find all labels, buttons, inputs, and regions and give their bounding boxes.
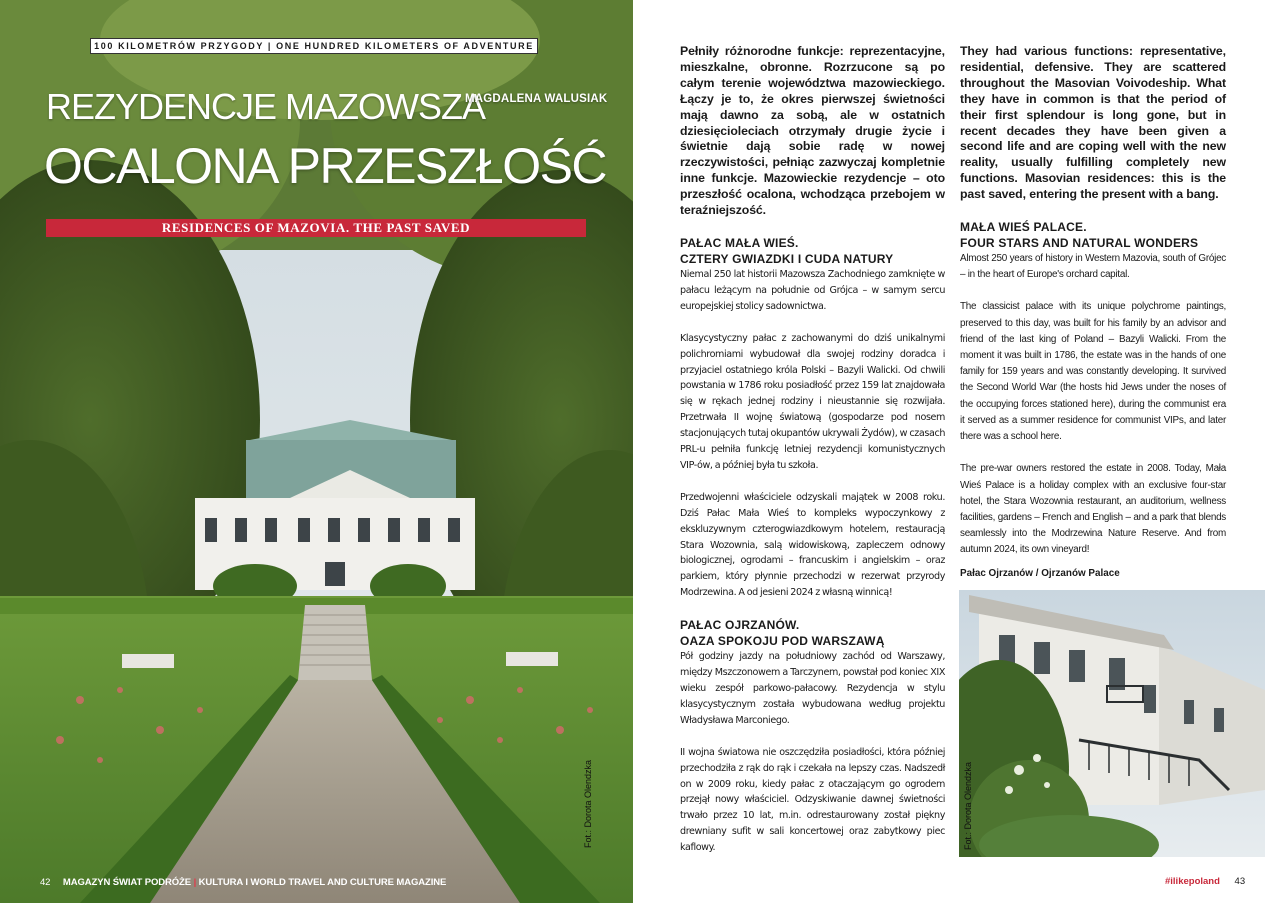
body-paragraph: Almost 250 years of history in Western Mazovia, south of Grójec – in the heart of Europe's orchard capital. [960,253,1226,281]
body-paragraph: Niemal 250 lat historii Mazowsza Zachodniego zamknięte w pałacu leżącym na południe od Grójca – w samym sercu europejskiej stolicy sadownictwa. [680,268,945,312]
article-title-line2: OCALONA PRZESZŁOŚĆ [44,138,607,194]
magazine-name: MAGAZYN ŚWIAT PODRÓŻE [62,877,192,888]
section-heading-line1: MAŁA WIEŚ PALACE. [960,220,1087,235]
magazine-name-en: KULTURA I WORLD TRAVEL AND CULTURE MAGAZINE [198,877,447,888]
body-paragraph: Klasycystyczny pałac z zachowanymi do dziś unikalnymi polichromiami wybudował dla swojej rodziny doradca i przyjaciel ostatniego króla Polski – Bazyli Walicki. Od chwili powstania w 1786 roku posiadłość przez 159 lat znajdowała się w rękach jednej rodziny i nieustannie się rozwijała. Przetrwała II wojnę światową (gospodarze pod nosem stacjonujących tutaj okupantów ukrywali Żydów), w czasach PRL-u pełniła funkcję letniej rezydencji komunistycznych VIP-ów, a później była tu szkoła. [680,332,945,471]
footer-right [1165,876,1245,887]
photo-credit: Fot.: Dorota Olendzka [963,761,973,850]
lead-paragraph: Pełniły różnorodne funkcje: reprezentacyjne, mieszkalne, obronne. Rozrzucone są po całym terenie województwa mazowieckiego. Łączy je to, że okres pierwszej świetności mają dawno za sobą, ale w ostatnich dziesięcioleciach otrzymały drugie życie i świetnie dają sobie radę w nowej rzeczywistości, pełniąc zazwyczaj kompletnie inne funkcje. Mazowieckie rezydencje – oto przeszłość ocalona, wchodząca przebojem w teraźniejszość. [680,44,945,218]
photo-caption: Pałac Ojrzanów / Ojrzanów Palace [960,567,1120,579]
body-paragraph: Pół godziny jazdy na południowy zachód od Warszawy, między Mszczonowem a Tarczynem, powstał pod koniec XIX wieku zespół parkowo-pałacowy. Rezydencja w stylu klasycystycznym została wybudowana według projektu Władysława Marconiego. [680,651,945,726]
body-paragraph: Przedwojenni właściciele odzyskali majątek w 2008 roku. Dziś Pałac Mała Wieś to kompleks wypoczynkowy z ekskluzywnym czterogwiazdkowym hotelem, restauracją Stara Wozownia, salą widowiskową, zapleczem odnowy biologicznej, ogrodami – francuskim i angielskim – oraz parkiem, który płynnie przechodzi w rezerwat przyrody Modrzewina. A od jesieni 2024 z własną winnicą! [680,491,945,599]
footer-left [40,877,446,888]
author-name: MAGDALENA WALUSIAK [465,93,608,105]
ojrzanow-palace-image [959,590,1265,857]
column-polish [680,44,945,856]
section-heading [960,219,1226,251]
series-banner: 100 KILOMETRÓW PRZYGODY | ONE HUNDRED KILOMETERS OF ADVENTURE [90,38,538,54]
section-heading [680,617,945,649]
section-heading-line1: PAŁAC OJRZANÓW. [680,618,800,633]
lead-paragraph: They had various functions: representative, residential, defensive. They are scattered throughout the Masovian Voivodeship. What they have in common is that the period of their first splendour is long gone, but in recent decades they have been given a second life and are coping well with the new reality, usually fulfilling completely new functions. Masovian residences: this is the past saved, entering the present with a bang. [960,44,1226,202]
body-paragraph: The classicist palace with its unique polychrome paintings, preserved to this day, was built for his family by an advisor and friend of the last king of Poland – Bazyli Walicki. From the moment it was built in 1786, the estate was in the hands of one family for 159 years and was constantly developing. It survived the Second World War (the hosts hid Jews under the noses of the occupying forces stationed here), during the communist era it served as a summer residence for communist VIPs, and later there was a school here. [960,301,1226,443]
section-heading-line2: FOUR STARS AND NATURAL WONDERS [960,236,1199,251]
body-paragraph: The pre-war owners restored the estate in 2008. Today, Mała Wieś Palace is a holiday complex with an exclusive four-star hotel, the Stara Wozownia restaurant, an auditorium, wellness facilities, gardens – French and English – and a park that blends seamlessly into the Modrzewina Nature Reserve. And from autumn 2024, its own vineyard! [960,463,1226,556]
page-number: 42 [40,877,51,888]
ojrzanow-palace-photo [959,590,1265,857]
column-english [960,44,1226,581]
section-heading-line2: OAZA SPOKOJU POD WARSZAWĄ [680,634,885,649]
body-paragraph: II wojna światowa nie oszczędziła posiadłości, która później przechodziła z rąk do rąk i czekała na lepszy czas. Nadszedł on w 2009 roku, kiedy pałac z otaczającym go ogrodem przejął nowy właściciel. Odzyskiwanie dawnej świetności trwało przez 10 lat, m.in. odrestaurowany został piękny drewniany sufit w sali koncertowej oraz zabytkowy piec kaflowy. [680,746,945,854]
footer-separator: | [193,877,197,888]
hashtag: #ilikepoland [1165,876,1220,887]
page-number: 43 [1234,876,1246,887]
section-heading [680,235,945,267]
section-heading-line1: PAŁAC MAŁA WIEŚ. [680,235,799,250]
article-title-line1: REZYDENCJE MAZOWSZA [46,86,486,127]
photo-credit: Fot.: Dorota Olendzka [583,759,593,848]
section-heading-line2: CZTERY GWIAZDKI I CUDA NATURY [680,251,894,266]
article-subtitle: RESIDENCES OF MAZOVIA. THE PAST SAVED [46,219,586,237]
